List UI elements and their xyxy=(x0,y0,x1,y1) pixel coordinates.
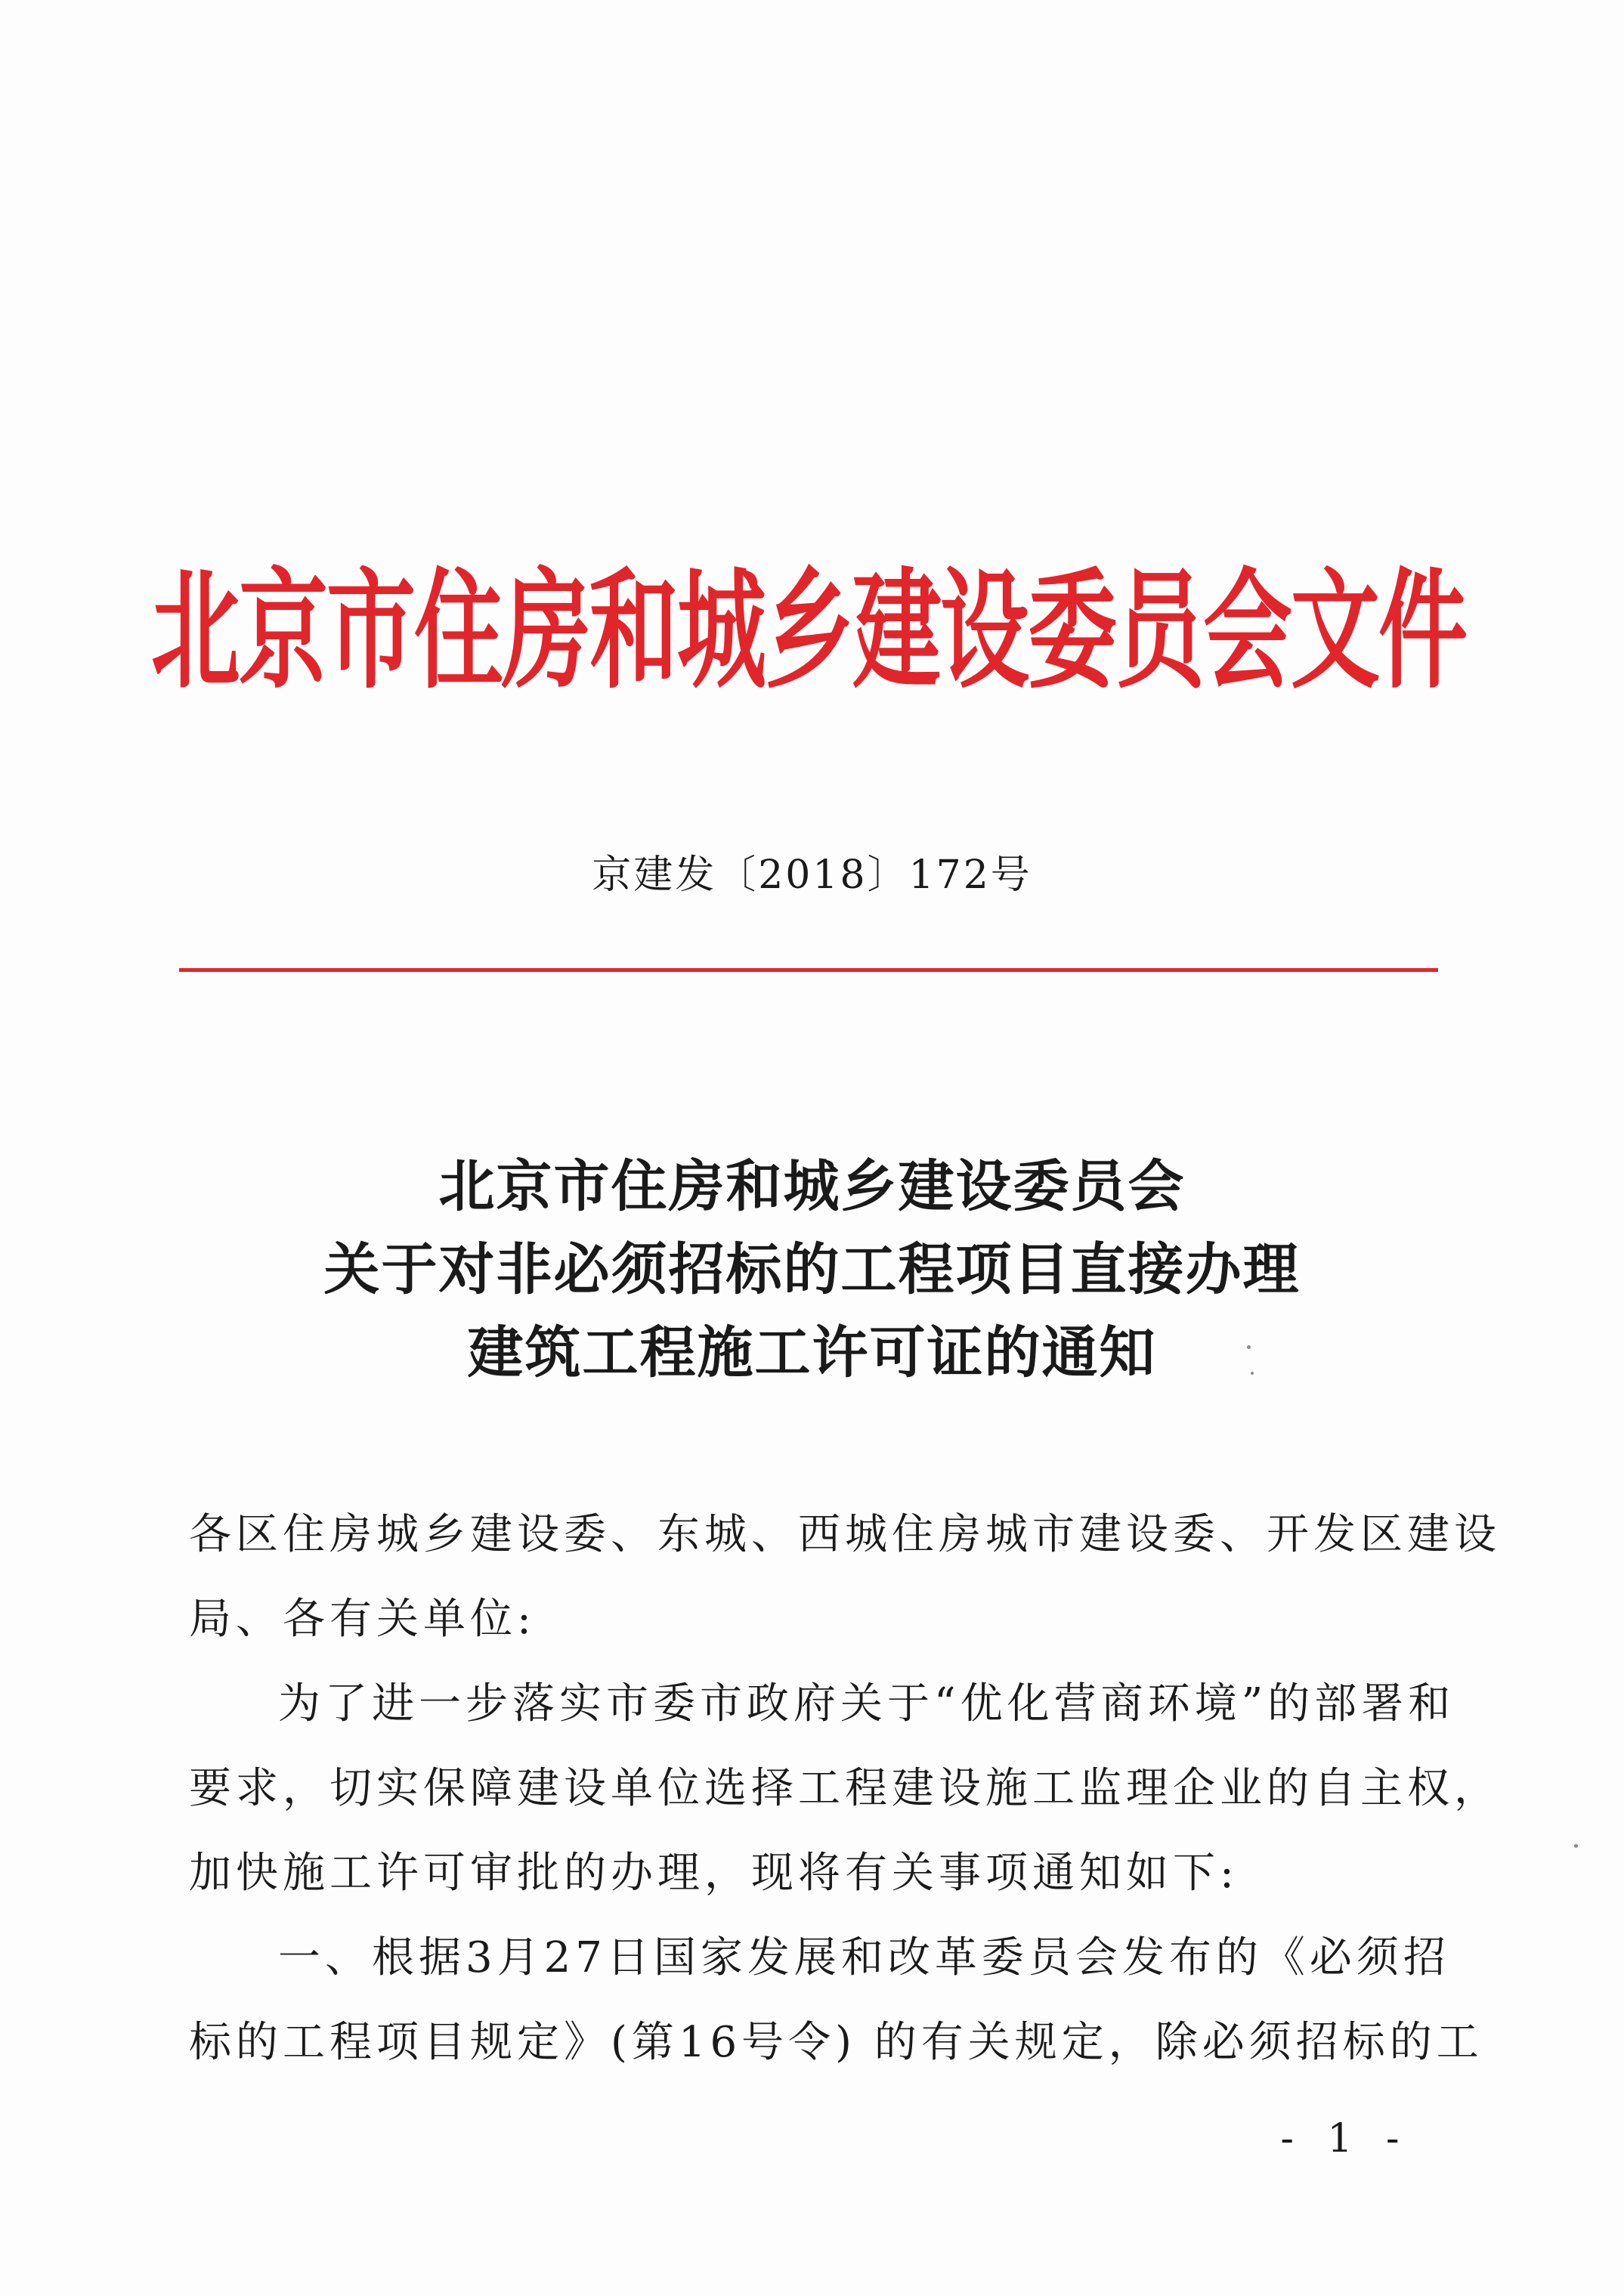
red-divider-line xyxy=(179,968,1438,972)
addressee-line-2: 局、各有关单位: xyxy=(189,1595,536,1644)
page-number: - 1 - xyxy=(1280,2116,1410,2161)
title-line-3: 建筑工程施工许可证的通知 xyxy=(467,1320,1157,1385)
paragraph-1-line-3: 加快施工许可审批的办理，现将有关事项通知如下: xyxy=(189,1849,1239,1898)
title-line-1: 北京市住房和城乡建设委员会 xyxy=(438,1154,1186,1219)
paragraph-1-line-2: 要求，切实保障建设单位选择工程建设施工监理企业的自主权， xyxy=(189,1764,1501,1813)
masthead-title: 北京市住房和城乡建设委员会文件 xyxy=(151,555,1467,707)
document-number: 京建发〔2018〕172号 xyxy=(592,852,1032,898)
scan-speck xyxy=(1251,1372,1254,1375)
scan-speck xyxy=(1247,1345,1251,1349)
notice-title xyxy=(0,1145,1624,1394)
paragraph-2-line-2: 标的工程项目规定》(第16号令) 的有关规定，除必须招标的工 xyxy=(189,2018,1483,2067)
title-line-2: 关于对非必须招标的工程项目直接办理 xyxy=(323,1237,1301,1302)
notice-body xyxy=(189,1493,1501,2085)
scan-speck xyxy=(1574,1844,1578,1848)
paragraph-1-line-1: 为了进一步落实市委市政府关于“优化营商环境”的部署和 xyxy=(278,1679,1455,1728)
paragraph-2-line-1: 一、根据3月27日国家发展和改革委员会发布的《必须招 xyxy=(278,1933,1450,1982)
addressee-line-1: 各区住房城乡建设委、东城、西城住房城市建设委、开发区建设 xyxy=(189,1510,1501,1559)
